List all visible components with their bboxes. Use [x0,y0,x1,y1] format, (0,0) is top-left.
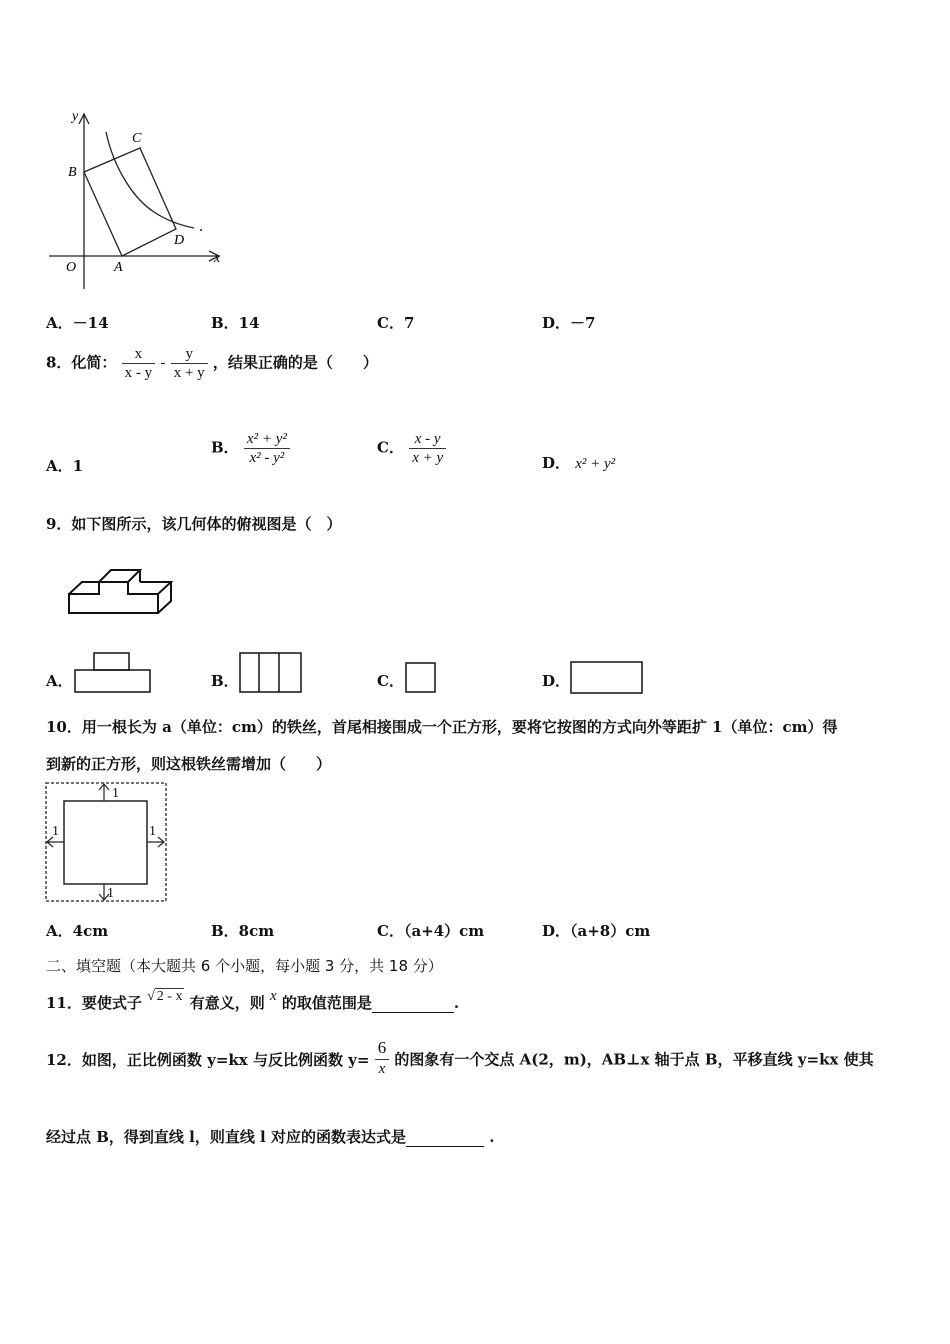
hyperbola-curve [106,132,194,228]
label-x: x [214,251,221,266]
section2-title: 二、填空题（本大题共 6 个小题，每小题 3 分，共 18 分） [46,957,443,975]
q11-mid: 有意义，则 [189,994,265,1012]
q12-end: . [489,1128,495,1146]
square-abcd [84,148,176,256]
q9-stem: 9．如下图所示，该几何体的俯视图是（ ） [46,515,342,533]
label-b: B [68,165,77,180]
q8-fraction-1 [122,345,156,382]
q7-option-a[interactable]: A．－14 [46,314,109,332]
q8-option-b-num: x² + y² [244,430,290,449]
q7-graph [44,104,234,294]
q10-option-d[interactable]: D．（a+8）cm [542,922,651,940]
q12-stem-line1 [46,1040,874,1081]
q8-option-b-fraction [244,430,290,467]
q8-frac1-num: x [122,345,156,364]
q12-suffix: 的图象有一个交点 A(2，m)，AB⊥x 轴于点 B，平移直线 y=kx 使其 [394,1050,874,1069]
q8-stem [46,345,378,382]
q8-option-c-den: x + y [412,450,444,466]
q8-fraction-2 [171,345,208,382]
q10-label-top: 1 [112,786,119,801]
q10-label-right: 1 [149,824,156,839]
q8-option-d-label: D． [542,454,571,472]
q10-option-b[interactable]: B．8cm [211,922,275,940]
q8-frac1-den: x - y [124,365,153,381]
q12-answer-blank[interactable] [406,1132,484,1147]
q9-solid-figure [64,560,179,620]
q10-square-figure [44,781,169,905]
q8-minus: - [160,353,166,372]
q7-option-c[interactable]: C．7 [377,314,415,332]
q11-stem [46,988,460,1013]
q7-option-b[interactable]: B．14 [211,314,260,332]
q12-stem-line2 [46,1126,494,1147]
q11-var: x [269,988,277,1004]
q8-option-b-den: x² - y² [249,450,285,466]
q9-option-d[interactable]: D． [542,672,571,690]
label-c: C [132,131,142,146]
q8-suffix: ，结果正确的是（ ） [212,353,378,372]
q9-option-b[interactable]: B． [211,672,239,690]
q10-label-bottom: 1 [107,886,114,901]
q8-option-d-expr: x² + y² [575,456,616,472]
q8-frac2-den: x + y [173,365,205,381]
q8-option-c-label: C． [377,438,404,457]
q10-stem-line2: 到新的正方形，则这根铁丝需增加（ ） [46,755,332,773]
q8-option-b[interactable] [211,430,290,467]
label-a: A [114,260,123,275]
q9-option-c[interactable]: C． [377,672,404,690]
q8-prefix: 8．化简： [46,353,117,372]
label-y: y [72,109,79,124]
q12-fraction [375,1037,390,1078]
q9-option-d-figure [569,660,645,695]
q12-frac-den: x [378,1061,386,1077]
q12-frac-num: 6 [375,1037,390,1060]
q11-prefix: 11．要使式子 [46,994,142,1012]
q8-option-b-label: B． [211,438,239,457]
label-d: D [174,233,185,248]
q8-frac2-num: y [171,345,208,364]
q12-prefix: 12．如图，正比例函数 y=kx 与反比例函数 y= [46,1050,370,1069]
q9-option-a-figure [73,652,153,694]
q11-radicand: 2 - x [156,989,183,1004]
q11-suffix: 的取值范围是 [281,994,372,1012]
q11-end: . [453,994,460,1012]
q10-option-a[interactable]: A．4cm [46,922,109,940]
q7-option-d[interactable]: D．－7 [542,314,596,332]
q12-line2: 经过点 B，得到直线 l，则直线 l 对应的函数表达式是 [46,1128,406,1146]
q9-option-c-figure [404,662,438,695]
q10-stem-line1: 10．用一根长为 a（单位：cm）的铁丝，首尾相接围成一个正方形，要将它按图的方式向外等距扩 1（单位：cm）得 [46,718,838,736]
q9-option-b-figure [238,652,304,694]
q8-option-d[interactable] [542,452,615,473]
q11-radical: √ 2 - x [147,989,183,1004]
q10-label-left: 1 [52,824,59,839]
q8-option-a[interactable]: A．1 [46,457,84,475]
q8-option-c-fraction [409,430,446,467]
q8-option-c-num: x - y [409,430,446,449]
q11-answer-blank[interactable] [372,998,454,1013]
q8-option-c[interactable] [377,430,446,467]
q10-option-c[interactable]: C．（a+4）cm [377,922,485,940]
label-o: O [66,260,77,275]
q9-option-a[interactable]: A． [46,672,73,690]
